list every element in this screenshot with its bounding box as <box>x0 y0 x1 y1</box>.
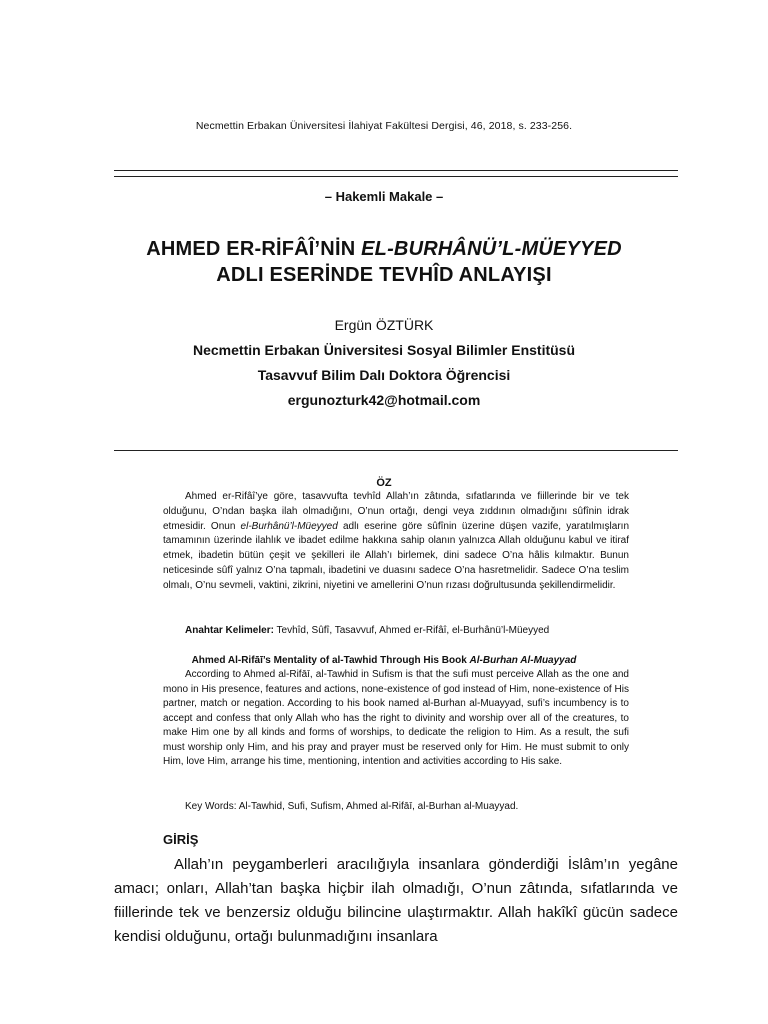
abstract-tr-text-part-1: Ahmed er-Rifâî’ye göre, tasavvufta tevhîd Allah’ın zâtında, sıfatlarında ve fiillerinde bir ve tek olduğunu, O’ndan başka ilah olmadığını, O’nun ortağı, dengi veya zıddının olmadığını sûfînin idrak etmesidir. Onun <box>163 491 629 532</box>
abstract-tr-keywords <box>185 624 635 638</box>
abstract-en-title-italic: Al-Burhan Al-Muayyad <box>469 655 577 666</box>
abstract-en-title-plain: Ahmed Al-Rifāī’s Mentality of al-Tawhid Through His Book <box>191 655 470 666</box>
title-italic-part: EL-BURHÂNÜ’L-MÜEYYED <box>361 238 622 260</box>
journal-citation: Necmettin Erbakan Üniversitesi İlahiyat Fakültesi Dergisi, 46, 2018, s. 233-256. <box>195 120 573 132</box>
abstract-tr-book-title: el-Burhânü’l-Müeyyed <box>240 520 338 532</box>
intro-paragraph: Allah’ın peygamberleri aracılığıyla insanlara gönderdiği İslâm’ın yegâne amacı; onları, Allah’tan başka hiçbir ilah olmadığı, O’nun zâtında, sıfatlarında ve fiillerinde tek ve benzersiz olduğu bilincine ulaştırmaktır. Allah hakîkî gücün sadece kendisi olduğunu, ortağı bulunmadığını insanlara <box>114 856 678 945</box>
abstract-separator-rule <box>114 450 678 451</box>
review-label: – Hakemli Makale – <box>324 189 444 204</box>
keywords-tr-label: Anahtar Kelimeler: <box>185 625 274 636</box>
abstract-tr-heading: ÖZ <box>376 477 392 489</box>
title-line-2: ADLI ESERİNDE TEVHÎD ANLAYIŞI <box>216 264 552 286</box>
article-title <box>100 236 668 288</box>
abstract-tr-text-part-2: adlı eserine göre sûfînin üzerine düşen vazife, yaratılmışların tamamının üzerinde ilahlık ve ibadet edilme hakkına sahip olanın yalnızca Allah olduğunu kabul ve itiraf etmek, ibadetin bütün çeşit ve şekilleri ile Allah’ı birlemek, dini sadece O’na hâlis kılmaktır. Bunun neticesinde sûfî yalnız O’na tapmalı, ibadetini ve duasını sadece O’na hasretmelidir. Sadece O’na teslim olmalı, O’nu sevmeli, vaktini, zikrini, niyetini ve amellerini O’nun rızası doğrultusunda şekillendirmelidir. <box>163 520 630 591</box>
author-affiliation-department: Tasavvuf Bilim Dalı Doktora Öğrencisi <box>257 367 511 383</box>
keywords-tr-list: Tevhîd, Sûfî, Tasavvuf, Ahmed er-Rifâî, el-Burhânü’l-Müeyyed <box>273 625 550 636</box>
abstract-tr-text <box>163 490 629 594</box>
abstract-en-keywords: Key Words: Al-Tawhid, Sufi, Sufism, Ahmed al-Rifāī, al-Burhan al-Muayyad. <box>185 801 519 812</box>
author-name: Ergün ÖZTÜRK <box>334 317 434 333</box>
section-heading-intro: GİRİŞ <box>163 832 199 847</box>
abstract-en-text: According to Ahmed al-Rifāī, al-Tawhid in Sufism is that the sufi must perceive Allah as the one and mono in His presence, features and actions, none-existence of god instead of Him, none-existence of His partner, match or negation. According to his book named al-Burhan al-Muayyad, sufi’s incumbency is to accept and confess that only Allah who has the right to divinity and worship over all of the creatures, to make Him one by all kinds and forms of worships, to dedicate the religion to Him. As a result, the sufi must worship only Him, and his pray and prayer must be reserved only for Him. He must submit to only Him, love Him, arrange his time, mentioning, intention and activities according to His sake. <box>163 669 629 767</box>
header-rule-top <box>114 170 678 171</box>
abstract-en-title <box>0 655 768 666</box>
header-rule-bottom <box>114 176 678 177</box>
author-affiliation-institute: Necmettin Erbakan Üniversitesi Sosyal Bilimler Enstitüsü <box>192 342 576 358</box>
title-part-1: AHMED ER-RİFÂÎ’NİN <box>146 238 362 260</box>
author-email: ergunozturk42@hotmail.com <box>287 392 481 408</box>
